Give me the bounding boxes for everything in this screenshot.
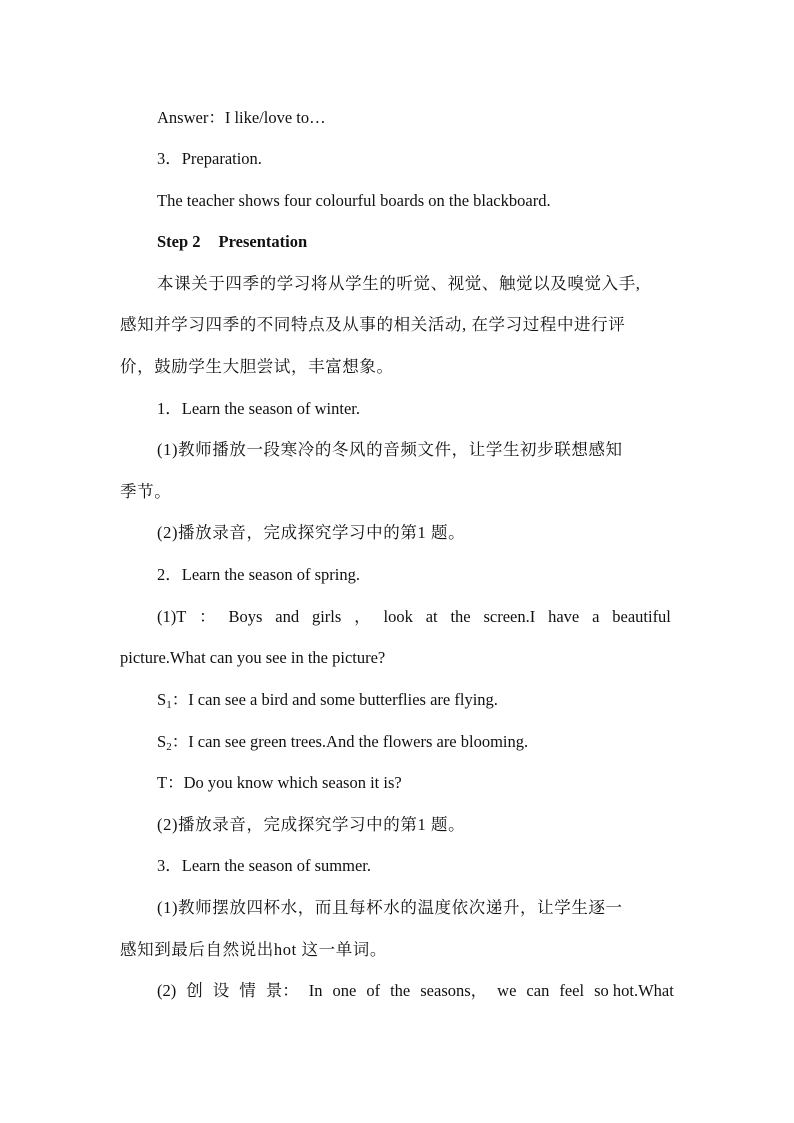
word: at [425,607,438,626]
teacher-question: T：Do you know which season it is? [157,773,402,792]
step-2-heading [157,231,307,253]
summer-heading: 3．Learn the season of summer. [157,856,371,875]
step-label: Step 2 [157,232,201,251]
word: girls [311,607,342,626]
winter-step-1-line-1: (1)教师播放一段寒冷的冬风的音频文件，让学生初步联想感知 [157,440,623,459]
spring-dialogue-line-2: picture.What can you see in the picture? [120,648,386,667]
word: beautiful [612,607,671,626]
word: so hot.What [594,981,674,1000]
word: 景： [265,981,299,1000]
word: screen.I [483,607,536,626]
speaker-s: S [157,732,167,751]
word: the [450,607,471,626]
summer-step-1-line-1: (1)教师摆放四杯水，而且每杯水的温度依次递升，让学生逐一 [157,898,623,917]
word: seasons， [420,981,488,1000]
word: Boys [228,607,263,626]
presentation-intro-line-1: 本课关于四季的学习将从学生的听觉、视觉、触觉以及嗅觉入手, [157,274,641,293]
summer-step-1-line-2: 感知到最后自然说出hot 这一单词。 [120,940,388,959]
student-1-answer [157,689,498,716]
spring-step-2: (2)播放录音，完成探究学习中的第1 题。 [157,815,466,834]
word: 创 [186,981,203,1000]
speaker-s: S [157,690,167,709]
speaker-subscript: 1 [166,699,172,711]
word: have [548,607,580,626]
answer-line: Answer：I like/love to… [157,108,326,127]
preparation-text: The teacher shows four colourful boards on the blackboard. [157,191,551,210]
winter-heading: 1．Learn the season of winter. [157,399,360,418]
word: can [526,981,550,1000]
winter-step-1-line-2: 季节。 [120,482,172,501]
word: (1)T [157,607,187,626]
student-2-answer [157,731,528,758]
speaker-subscript: 2 [166,741,172,753]
word: ， [354,607,371,626]
word: 设 [212,981,230,1000]
word: one [332,981,357,1000]
spring-heading: 2．Learn the season of spring. [157,565,360,584]
presentation-intro-line-2: 感知并学习四季的不同特点及从事的相关活动, 在学习过程中进行评 [120,315,626,334]
summer-step-2-line-1 [157,980,674,1002]
word: ： [199,607,216,626]
word: a [592,607,600,626]
spring-dialogue-line-1 [157,606,671,628]
word: and [275,607,300,626]
word: (2) [157,981,177,1000]
step-title: Presentation [218,232,308,251]
winter-step-2: (2)播放录音，完成探究学习中的第1 题。 [157,523,466,542]
word: In [308,981,323,1000]
word: feel [559,981,585,1000]
word: of [366,981,381,1000]
answer-text: ：I can see green trees.And the flowers are blooming. [171,732,529,751]
preparation-heading: 3．Preparation. [157,149,262,168]
answer-text: ：I can see a bird and some butterflies are flying. [171,690,498,709]
presentation-intro-line-3: 价，鼓励学生大胆尝试，丰富想象。 [120,357,394,376]
word: we [497,981,517,1000]
word: the [390,981,411,1000]
word: 情 [239,981,256,1000]
word: look [383,607,413,626]
